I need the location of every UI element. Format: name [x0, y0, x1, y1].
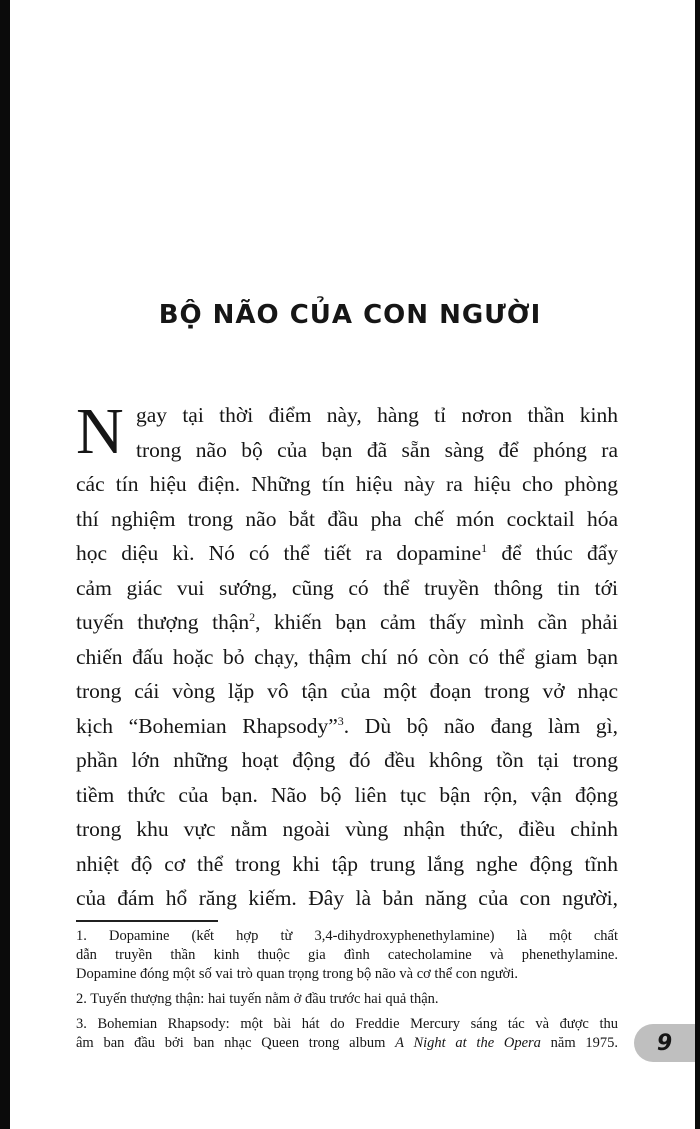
footnote-line: 1. Dopamine (kết hợp từ 3,4-dihydroxyphenethylamine) là một chất [76, 928, 618, 944]
footnote-ref-2: 2 [249, 610, 256, 624]
body-paragraph [76, 395, 618, 916]
page-edge-left [0, 0, 10, 1129]
footnote-line [76, 1034, 618, 1053]
footnote-line: dẫn truyền thần kinh thuộc gia đình catecholamine và phenethylamine. [76, 947, 618, 963]
footnote-text-segment: âm ban đầu bởi ban nhạc Queen trong album [76, 1035, 396, 1051]
body-text-segment: học diệu kì. Nó có thể tiết ra dopamine [76, 541, 482, 565]
body-text-segment: để thúc đẩy [487, 541, 618, 565]
body-line: trong não bộ của bạn đã sẵn sàng để phóng ra [136, 437, 618, 462]
footnote-2 [76, 990, 618, 1009]
footnote-divider [76, 920, 218, 922]
body-line: cảm giác vui sướng, cũng có thể truyền thông tin tới [76, 575, 618, 600]
footnote-text-segment: năm 1975. [540, 1035, 618, 1051]
body-line: tiềm thức của bạn. Não bộ liên tục bận rộn, vận động [76, 782, 618, 807]
body-line: trong cái vòng lặp vô tận của một đoạn trong vở nhạc [76, 679, 618, 703]
footnote-ref-3: 3 [337, 713, 344, 728]
chapter-title: BỘ NÃO CỦA CON NGƯỜI [158, 300, 542, 330]
body-line: chiến đấu hoặc bỏ chạy, thậm chí nó còn có thể giam bạn [76, 644, 618, 669]
body-line: nhiệt độ cơ thể trong khi tập trung lắng nghe động tĩnh [76, 851, 618, 876]
footnote-3 [76, 1015, 618, 1053]
body-line: các tín hiệu điện. Những tín hiệu này ra hiệu cho phòng [76, 472, 618, 496]
footnote-line: Dopamine đóng một số vai trò quan trọng trong bộ não và cơ thể con người. [76, 966, 519, 982]
body-line: gay tại thời điểm này, hàng tỉ nơron thần kinh [136, 403, 618, 427]
album-title: A Night at the Opera [395, 1035, 541, 1051]
footnotes [76, 927, 618, 1059]
body-line [76, 709, 618, 744]
body-line: của đám hổ răng kiếm. Đây là bản năng của con người, [76, 886, 618, 910]
body-line: trong khu vực nằm ngoài vùng nhận thức, điều chỉnh [76, 817, 618, 841]
footnote-1 [76, 927, 618, 984]
body-text-segment: . Dù bộ não đang làm gì, [343, 713, 618, 738]
body-line: thí nghiệm trong não bắt đầu pha chế món cocktail hóa [76, 506, 618, 531]
drop-cap: N [76, 395, 124, 468]
body-text-segment: kịch “Bohemian Rhapsody” [76, 713, 338, 738]
footnote-ref-1: 1 [481, 541, 488, 555]
page-edge-right [695, 0, 700, 1129]
page-number: 9 [634, 1024, 695, 1062]
footnote-line: 3. Bohemian Rhapsody: một bài hát do Freddie Mercury sáng tác và được thu [76, 1016, 618, 1032]
body-text-segment: tuyến thượng thận [76, 610, 250, 634]
body-text-segment: , khiến bạn cảm thấy mình cần phải [255, 610, 618, 634]
body-line [76, 536, 618, 571]
body-line: phần lớn những hoạt động đó đều không tồn tại trong [76, 748, 618, 772]
body-line [76, 605, 618, 640]
footnote-line: 2. Tuyến thượng thận: hai tuyến nằm ở đầu trước hai quả thận. [76, 991, 439, 1007]
